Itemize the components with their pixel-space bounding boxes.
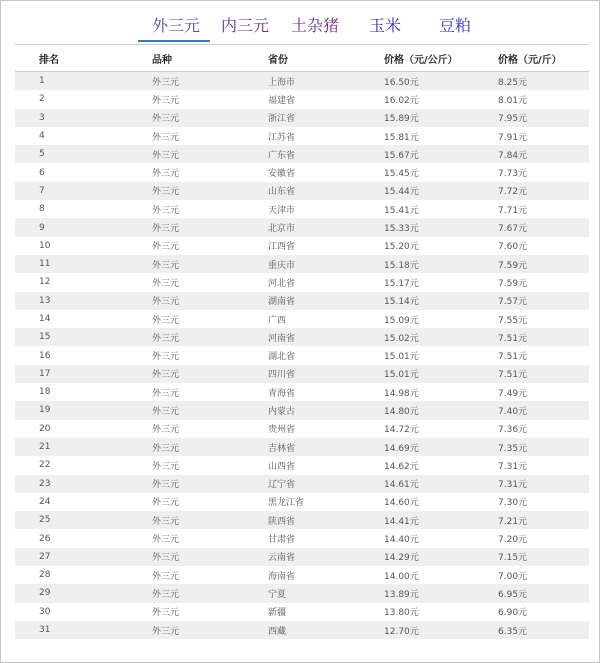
- province-cell: 四川省: [268, 370, 296, 381]
- province-cell: 新疆: [268, 608, 287, 619]
- table-header: [15, 44, 589, 72]
- province-cell: 陕西省: [268, 516, 296, 527]
- table-row: [15, 511, 589, 529]
- province-cell: 湖南省: [268, 297, 296, 308]
- price-per-kg-cell: 16.50元: [384, 77, 419, 88]
- rank-cell: 7: [39, 185, 45, 196]
- rank-cell: 1: [39, 76, 45, 87]
- price-per-jin-cell: 7.20元: [498, 535, 528, 546]
- price-per-kg-cell: 15.14元: [384, 297, 419, 308]
- rank-cell: 16: [39, 350, 51, 361]
- table-row: [15, 365, 589, 383]
- price-table: [15, 44, 589, 639]
- rank-cell: 17: [39, 368, 51, 379]
- variety-cell: 外三元: [152, 553, 180, 564]
- rank-cell: 26: [39, 533, 51, 544]
- rank-cell: 12: [39, 277, 51, 288]
- province-cell: 云南省: [268, 553, 296, 564]
- province-cell: 福建省: [268, 95, 296, 106]
- variety-cell: 外三元: [152, 388, 180, 399]
- price-per-kg-cell: 14.00元: [384, 571, 419, 582]
- price-per-jin-cell: 7.21元: [498, 516, 528, 527]
- table-row: [15, 218, 589, 236]
- price-per-kg-cell: 15.89元: [384, 114, 419, 125]
- price-per-jin-cell: 7.36元: [498, 425, 528, 436]
- rank-cell: 29: [39, 588, 51, 599]
- tab-dou-po[interactable]: 豆粕: [439, 16, 472, 35]
- table-row: [15, 163, 589, 181]
- variety-cell: 外三元: [152, 114, 180, 125]
- rank-cell: 6: [39, 167, 45, 178]
- price-per-kg-cell: 15.67元: [384, 150, 419, 161]
- province-cell: 山东省: [268, 187, 296, 198]
- province-cell: 山西省: [268, 461, 296, 472]
- rank-cell: 25: [39, 515, 51, 526]
- price-per-jin-cell: 6.95元: [498, 589, 528, 600]
- price-per-kg-cell: 14.62元: [384, 461, 419, 472]
- rank-cell: 8: [39, 204, 45, 215]
- rank-cell: 15: [39, 332, 51, 343]
- rank-cell: 5: [39, 149, 45, 160]
- category-tabs: [1, 11, 600, 43]
- variety-cell: 外三元: [152, 461, 180, 472]
- province-cell: 江西省: [268, 242, 296, 253]
- table-row: [15, 566, 589, 584]
- price-per-jin-cell: 7.15元: [498, 553, 528, 564]
- active-tab-underline: [138, 40, 210, 42]
- price-per-jin-cell: 7.00元: [498, 571, 528, 582]
- column-header-price-per-jin: 价格（元/斤）: [498, 54, 562, 66]
- rank-cell: 10: [39, 240, 51, 251]
- price-per-kg-cell: 15.41元: [384, 205, 419, 216]
- price-per-kg-cell: 15.01元: [384, 370, 419, 381]
- table-row: [15, 237, 589, 255]
- table-row: [15, 273, 589, 291]
- price-per-jin-cell: 7.84元: [498, 150, 528, 161]
- province-cell: 安徽省: [268, 169, 296, 180]
- rank-cell: 2: [39, 94, 45, 105]
- table-row: [15, 584, 589, 602]
- price-per-kg-cell: 14.72元: [384, 425, 419, 436]
- province-cell: 广西: [268, 315, 287, 326]
- table-row: [15, 529, 589, 547]
- table-row: [15, 109, 589, 127]
- price-per-jin-cell: 8.01元: [498, 95, 528, 106]
- table-row: [15, 456, 589, 474]
- price-per-kg-cell: 13.89元: [384, 589, 419, 600]
- variety-cell: 外三元: [152, 443, 180, 454]
- rank-cell: 9: [39, 222, 45, 233]
- tab-nei-san-yuan[interactable]: 内三元: [221, 16, 270, 35]
- table-row: [15, 346, 589, 364]
- price-per-jin-cell: 7.51元: [498, 352, 528, 363]
- table-row: [15, 475, 589, 493]
- table-row: [15, 420, 589, 438]
- variety-cell: 外三元: [152, 480, 180, 491]
- variety-cell: 外三元: [152, 95, 180, 106]
- table-row: [15, 182, 589, 200]
- price-per-kg-cell: 14.98元: [384, 388, 419, 399]
- price-per-jin-cell: 7.72元: [498, 187, 528, 198]
- column-header-rank: 排名: [39, 54, 59, 66]
- table-row: [15, 72, 589, 90]
- table-row: [15, 90, 589, 108]
- price-per-kg-cell: 12.70元: [384, 626, 419, 637]
- province-cell: 贵州省: [268, 425, 296, 436]
- table-body: [15, 72, 589, 639]
- variety-cell: 外三元: [152, 498, 180, 509]
- price-per-jin-cell: 7.95元: [498, 114, 528, 125]
- price-per-jin-cell: 7.51元: [498, 370, 528, 381]
- tab-wai-san-yuan[interactable]: 外三元: [151, 16, 200, 35]
- price-per-kg-cell: 15.33元: [384, 224, 419, 235]
- rank-cell: 24: [39, 496, 51, 507]
- variety-cell: 外三元: [152, 169, 180, 180]
- price-per-kg-cell: 14.41元: [384, 516, 419, 527]
- price-per-kg-cell: 15.02元: [384, 333, 419, 344]
- price-per-kg-cell: 14.40元: [384, 535, 419, 546]
- price-per-jin-cell: 7.71元: [498, 205, 528, 216]
- price-per-jin-cell: 7.35元: [498, 443, 528, 454]
- province-cell: 上海市: [268, 77, 296, 88]
- price-per-jin-cell: 7.31元: [498, 480, 528, 491]
- variety-cell: 外三元: [152, 315, 180, 326]
- price-per-jin-cell: 7.73元: [498, 169, 528, 180]
- table-row: [15, 127, 589, 145]
- price-per-kg-cell: 15.45元: [384, 169, 419, 180]
- table-row: [15, 292, 589, 310]
- rank-cell: 20: [39, 423, 51, 434]
- province-cell: 宁夏: [268, 589, 287, 600]
- price-per-kg-cell: 15.09元: [384, 315, 419, 326]
- price-per-jin-cell: 7.31元: [498, 461, 528, 472]
- table-row: [15, 401, 589, 419]
- rank-cell: 3: [39, 112, 45, 123]
- column-header-price-per-kg: 价格（元/公斤）: [384, 54, 458, 66]
- province-cell: 西藏: [268, 626, 287, 637]
- price-per-kg-cell: 14.29元: [384, 553, 419, 564]
- table-row: [15, 310, 589, 328]
- province-cell: 内蒙古: [268, 406, 296, 417]
- table-row: [15, 548, 589, 566]
- price-per-jin-cell: 6.90元: [498, 608, 528, 619]
- variety-cell: 外三元: [152, 516, 180, 527]
- rank-cell: 13: [39, 295, 51, 306]
- province-cell: 浙江省: [268, 114, 296, 125]
- price-per-kg-cell: 15.01元: [384, 352, 419, 363]
- province-cell: 河南省: [268, 333, 296, 344]
- price-per-kg-cell: 15.17元: [384, 278, 419, 289]
- price-per-jin-cell: 7.60元: [498, 242, 528, 253]
- variety-cell: 外三元: [152, 333, 180, 344]
- variety-cell: 外三元: [152, 132, 180, 143]
- price-per-jin-cell: 7.30元: [498, 498, 528, 509]
- rank-cell: 18: [39, 387, 51, 398]
- price-per-jin-cell: 7.59元: [498, 260, 528, 271]
- table-row: [15, 383, 589, 401]
- price-per-kg-cell: 15.20元: [384, 242, 419, 253]
- variety-cell: 外三元: [152, 260, 180, 271]
- province-cell: 广东省: [268, 150, 296, 161]
- table-row: [15, 603, 589, 621]
- table-row: [15, 493, 589, 511]
- rank-cell: 14: [39, 314, 51, 324]
- price-per-kg-cell: 15.18元: [384, 260, 419, 271]
- variety-cell: 外三元: [152, 352, 180, 363]
- province-cell: 天津市: [268, 205, 296, 216]
- variety-cell: 外三元: [152, 370, 180, 381]
- variety-cell: 外三元: [152, 187, 180, 198]
- table-row: [15, 145, 589, 163]
- price-per-jin-cell: 6.35元: [498, 626, 528, 637]
- price-per-jin-cell: 7.91元: [498, 132, 528, 143]
- province-cell: 黑龙江省: [268, 498, 305, 509]
- rank-cell: 28: [39, 570, 51, 581]
- column-header-variety: 品种: [152, 54, 172, 66]
- price-per-kg-cell: 15.81元: [384, 132, 419, 143]
- province-cell: 北京市: [268, 224, 296, 235]
- price-per-jin-cell: 7.59元: [498, 278, 528, 289]
- price-per-jin-cell: 7.49元: [498, 388, 528, 399]
- variety-cell: 外三元: [152, 406, 180, 417]
- price-per-kg-cell: 16.02元: [384, 95, 419, 106]
- province-cell: 海南省: [268, 571, 296, 582]
- price-per-kg-cell: 14.61元: [384, 480, 419, 491]
- rank-cell: 4: [39, 131, 45, 142]
- price-per-kg-cell: 14.69元: [384, 443, 419, 454]
- table-row: [15, 255, 589, 273]
- province-cell: 甘肃省: [268, 535, 296, 546]
- variety-cell: 外三元: [152, 626, 180, 637]
- variety-cell: 外三元: [152, 589, 180, 600]
- province-cell: 辽宁省: [268, 480, 296, 491]
- rank-cell: 31: [39, 625, 51, 636]
- tab-tu-za-zhu[interactable]: 土杂猪: [291, 16, 340, 35]
- price-per-jin-cell: 7.57元: [498, 297, 528, 308]
- variety-cell: 外三元: [152, 150, 180, 161]
- price-per-kg-cell: 15.44元: [384, 187, 419, 198]
- variety-cell: 外三元: [152, 224, 180, 235]
- tab-yu-mi[interactable]: 玉米: [369, 16, 402, 35]
- table-row: [15, 438, 589, 456]
- rank-cell: 21: [39, 442, 51, 453]
- table-row: [15, 621, 589, 639]
- province-cell: 青海省: [268, 388, 296, 399]
- rank-cell: 27: [39, 551, 51, 562]
- price-per-jin-cell: 7.67元: [498, 224, 528, 235]
- variety-cell: 外三元: [152, 425, 180, 436]
- variety-cell: 外三元: [152, 242, 180, 253]
- price-per-kg-cell: 14.80元: [384, 406, 419, 417]
- variety-cell: 外三元: [152, 205, 180, 216]
- price-per-jin-cell: 8.25元: [498, 77, 528, 88]
- price-per-jin-cell: 7.55元: [498, 315, 528, 326]
- province-cell: 江苏省: [268, 132, 296, 143]
- province-cell: 河北省: [268, 278, 296, 289]
- price-per-jin-cell: 7.51元: [498, 333, 528, 344]
- variety-cell: 外三元: [152, 278, 180, 289]
- price-per-kg-cell: 13.80元: [384, 608, 419, 619]
- variety-cell: 外三元: [152, 77, 180, 88]
- rank-cell: 19: [39, 405, 51, 416]
- price-per-jin-cell: 7.40元: [498, 406, 528, 417]
- rank-cell: 11: [39, 259, 51, 270]
- variety-cell: 外三元: [152, 297, 180, 308]
- table-row: [15, 328, 589, 346]
- variety-cell: 外三元: [152, 608, 180, 619]
- rank-cell: 23: [39, 478, 51, 489]
- province-cell: 重庆市: [268, 260, 296, 271]
- table-row: [15, 200, 589, 218]
- province-cell: 湖北省: [268, 352, 296, 363]
- column-header-province: 省份: [268, 54, 288, 66]
- price-per-kg-cell: 14.60元: [384, 498, 419, 509]
- rank-cell: 30: [39, 606, 51, 617]
- variety-cell: 外三元: [152, 535, 180, 546]
- rank-cell: 22: [39, 460, 51, 471]
- province-cell: 吉林省: [268, 443, 296, 454]
- variety-cell: 外三元: [152, 571, 180, 582]
